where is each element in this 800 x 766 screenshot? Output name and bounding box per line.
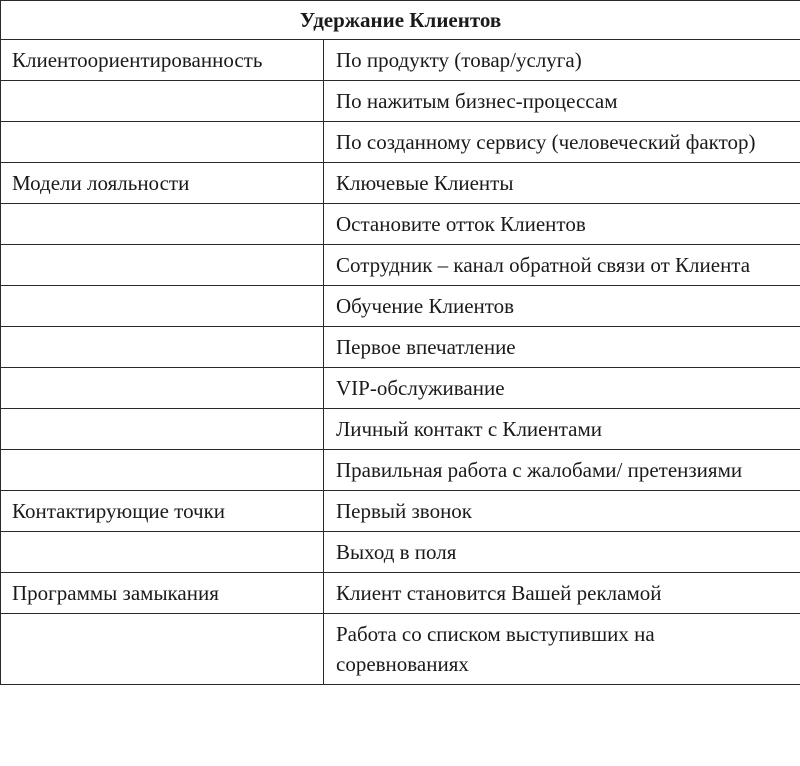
item-cell: VIP-обслуживание bbox=[324, 368, 800, 409]
category-cell bbox=[1, 122, 324, 163]
category-cell: Клиентоориентированность bbox=[1, 40, 324, 81]
category-cell: Программы замыкания bbox=[1, 573, 324, 614]
table-header-row bbox=[1, 1, 800, 40]
category-cell bbox=[1, 532, 324, 573]
category-cell: Контактирующие точки bbox=[1, 491, 324, 532]
item-cell: По созданному сервису (человеческий фактор) bbox=[324, 122, 800, 163]
item-cell: Личный контакт с Клиентами bbox=[324, 409, 800, 450]
item-cell: По продукту (товар/услуга) bbox=[324, 40, 800, 81]
item-cell: Первое впечатление bbox=[324, 327, 800, 368]
item-cell: Правильная работа с жалобами/ претензиями bbox=[324, 450, 800, 491]
category-cell bbox=[1, 286, 324, 327]
category-cell bbox=[1, 409, 324, 450]
item-cell: Клиент становится Вашей рекламой bbox=[324, 573, 800, 614]
table-row bbox=[1, 163, 800, 204]
table-row bbox=[1, 81, 800, 122]
table-title: Удержание Клиентов bbox=[1, 1, 800, 40]
table-row bbox=[1, 491, 800, 532]
item-cell: Первый звонок bbox=[324, 491, 800, 532]
table-row bbox=[1, 409, 800, 450]
item-cell: Сотрудник – канал обратной связи от Клиента bbox=[324, 245, 800, 286]
category-cell bbox=[1, 368, 324, 409]
category-cell bbox=[1, 614, 324, 685]
table-row bbox=[1, 368, 800, 409]
table-row bbox=[1, 245, 800, 286]
table-row bbox=[1, 614, 800, 685]
item-cell: По нажитым бизнес-процессам bbox=[324, 81, 800, 122]
item-cell: Обучение Клиентов bbox=[324, 286, 800, 327]
category-cell bbox=[1, 450, 324, 491]
category-cell bbox=[1, 204, 324, 245]
item-cell: Работа со списком выступивших на соревнованиях bbox=[324, 614, 800, 685]
table-row bbox=[1, 532, 800, 573]
table-row bbox=[1, 327, 800, 368]
table-row bbox=[1, 450, 800, 491]
table-row bbox=[1, 122, 800, 163]
item-cell: Остановите отток Клиентов bbox=[324, 204, 800, 245]
category-cell bbox=[1, 81, 324, 122]
table-row bbox=[1, 286, 800, 327]
table-row bbox=[1, 40, 800, 81]
category-cell: Модели лояльности bbox=[1, 163, 324, 204]
item-cell: Ключевые Клиенты bbox=[324, 163, 800, 204]
item-cell: Выход в поля bbox=[324, 532, 800, 573]
category-cell bbox=[1, 327, 324, 368]
table-row bbox=[1, 573, 800, 614]
table-row bbox=[1, 204, 800, 245]
category-cell bbox=[1, 245, 324, 286]
